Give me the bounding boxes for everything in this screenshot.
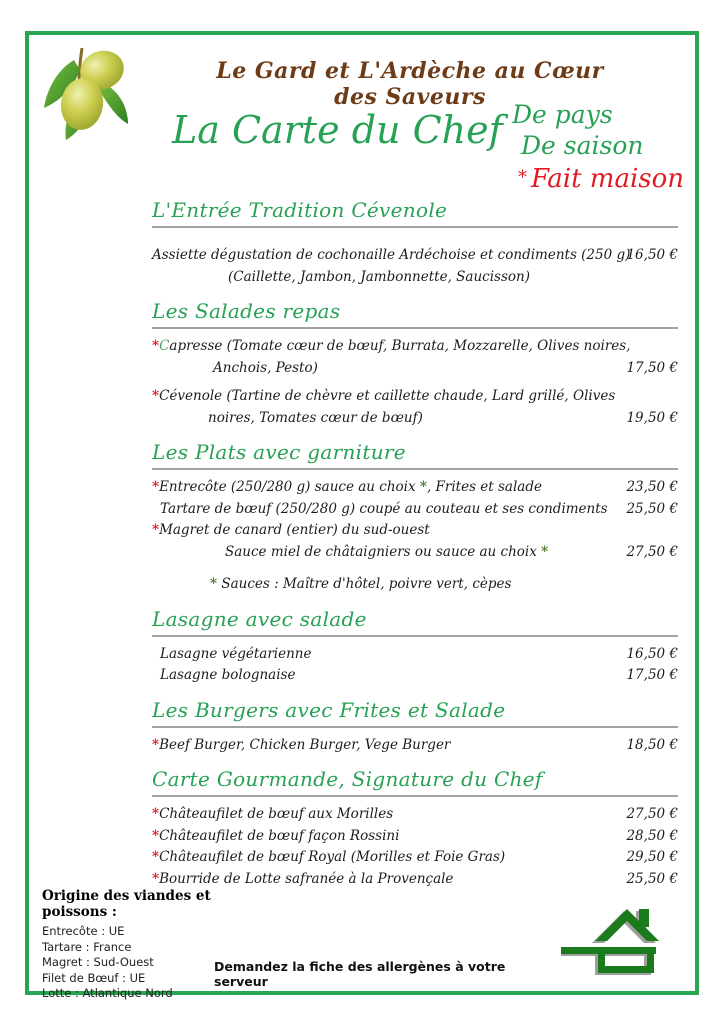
fait-maison-asterisk-icon: * <box>152 849 160 865</box>
menu-item-line <box>152 386 678 408</box>
tagline-de-saison: De saison <box>521 131 644 160</box>
menu-item-line <box>152 574 678 596</box>
section-items <box>152 637 678 698</box>
item-price: 16,50 € <box>626 247 678 263</box>
item-price: 23,50 € <box>626 479 678 495</box>
item-price: 17,50 € <box>626 359 678 376</box>
menu-item-text: Anchois, Pesto) <box>213 359 318 376</box>
house-base-bar <box>561 947 656 954</box>
origin-line: Magret : Sud-Ouest <box>42 955 154 969</box>
menu-item <box>152 644 678 687</box>
menu-item-text: Sauces : Maître d'hôtel, poivre vert, cèpes <box>217 576 512 592</box>
menu-item-text: noires, Tomates cœur de bœuf) <box>208 409 423 426</box>
menu-item <box>152 804 678 890</box>
tagline-fait-maison <box>518 164 684 194</box>
menu-item-text: Châteaufilet de bœuf Royal (Morilles et Foie Gras) <box>159 849 506 865</box>
fait-maison-asterisk-icon: * <box>152 338 160 354</box>
sauce-asterisk-icon: * <box>541 543 549 560</box>
red-asterisk-icon: * <box>518 167 527 188</box>
house-chimney <box>639 909 649 927</box>
menu-item-line <box>152 477 678 499</box>
fait-maison-asterisk-icon: * <box>152 388 160 404</box>
menu-item-line <box>152 735 678 757</box>
origins-block <box>42 888 242 1002</box>
menu-item <box>152 386 678 429</box>
section-items <box>152 470 678 607</box>
menu-section <box>152 607 678 698</box>
item-price: 29,50 € <box>626 849 678 865</box>
menu-item-text: Bourride de Lotte safranée à la Provençale <box>159 870 454 887</box>
menu-item <box>152 245 678 288</box>
menu-item <box>152 336 678 379</box>
menu-item-text: Lasagne végétarienne <box>160 645 312 662</box>
menu-item-line <box>152 665 678 687</box>
section-title: Les Plats avec garniture <box>152 440 678 470</box>
section-title: Les Salades repas <box>152 299 678 329</box>
menu-item-text: Sauce miel de châtaigniers ou sauce au choix <box>225 543 542 560</box>
item-price: 25,50 € <box>626 870 678 887</box>
section-title: Carte Gourmande, Signature du Chef <box>152 767 678 797</box>
menu-item-line <box>152 847 678 869</box>
fait-maison-asterisk-icon: * <box>152 479 160 495</box>
menu-item-text: Entrecôte (250/280 g) sauce au choix <box>159 479 420 495</box>
item-price: 28,50 € <box>626 827 678 844</box>
menu-section <box>152 440 678 607</box>
section-items <box>152 329 678 440</box>
section-items <box>152 797 678 901</box>
menu-item-text: , Frites et salade <box>426 479 542 495</box>
menu-item-text: Beef Burger, Chicken Burger, Vege Burger <box>159 736 451 753</box>
menu-item-line <box>152 542 678 564</box>
menu-item-line <box>152 644 678 666</box>
menu-item-line <box>152 499 678 521</box>
tagline-fait-maison-label: Fait maison <box>531 164 685 194</box>
menu-item <box>152 735 678 757</box>
menu-item-text: Magret de canard (entier) du sud-ouest <box>159 522 430 538</box>
sauce-asterisk-icon: * <box>210 576 218 592</box>
house-logo <box>561 901 665 981</box>
item-price: 17,50 € <box>626 667 678 683</box>
item-price: 18,50 € <box>626 736 678 753</box>
menu-item-text: Tartare de bœuf (250/280 g) coupé au couteau et ses condiments <box>160 500 608 517</box>
menu-item-line <box>152 408 678 430</box>
menu-item-line <box>152 336 678 358</box>
section-title: Lasagne avec salade <box>152 607 678 637</box>
menu-item-text: Assiette dégustation de cochonaille Ardéchoise et condiments (250 g) <box>152 247 631 263</box>
fait-maison-asterisk-icon: * <box>152 827 160 844</box>
page-title: La Carte du Chef <box>172 108 503 152</box>
origin-line: Tartare : France <box>42 939 132 954</box>
menu-item-text: (Caillette, Jambon, Jambonnette, Saucisson) <box>228 268 530 285</box>
menu-section <box>152 767 678 901</box>
item-price: 19,50 € <box>626 409 678 426</box>
item-price: 16,50 € <box>626 645 678 662</box>
menu-item-line <box>152 520 678 542</box>
menu-section <box>152 299 678 440</box>
menu-item-line <box>152 826 678 848</box>
menu-item <box>152 477 678 563</box>
origins-list <box>42 924 242 1002</box>
menu-section <box>152 198 678 299</box>
menu-item-line <box>152 869 678 891</box>
menu-item-text: C <box>159 338 170 354</box>
menu-item-text: Cévenole (Tartine de chèvre et caillette chaude, Lard grillé, Olives <box>159 388 616 404</box>
origins-title: Origine des viandes et poissons : <box>42 888 211 920</box>
section-title: Les Burgers avec Frites et Salade <box>152 698 678 728</box>
item-price: 27,50 € <box>626 806 678 822</box>
section-items <box>152 228 678 299</box>
item-price: 25,50 € <box>626 500 678 517</box>
menu-item-text: apresse (Tomate cœur de bœuf, Burrata, Mozzarelle, Olives noires, <box>169 338 631 354</box>
olive-branch-image <box>40 42 140 147</box>
allergen-notice: Demandez la fiche des allergènes à votre serveur <box>214 959 506 989</box>
menu-item-line <box>152 245 678 267</box>
section-items <box>152 728 678 768</box>
menu-item-line <box>152 267 678 289</box>
menu-body <box>152 198 678 901</box>
menu-item-text: Lasagne bolognaise <box>160 667 296 683</box>
origin-line: Entrecôte : UE <box>42 924 125 938</box>
item-price: 27,50 € <box>626 543 678 560</box>
fait-maison-asterisk-icon: * <box>152 522 160 538</box>
fait-maison-asterisk-icon: * <box>152 736 160 753</box>
brand-line: Le Gard et L'Ardèche au Cœur des Saveurs <box>216 58 604 110</box>
menu-item-text: Châteaufilet de bœuf façon Rossini <box>159 827 400 844</box>
menu-item-line <box>152 358 678 380</box>
menu-item-line <box>152 804 678 826</box>
fait-maison-asterisk-icon: * <box>152 870 160 887</box>
fait-maison-asterisk-icon: * <box>152 806 160 822</box>
origin-line: Filet de Bœuf : UE <box>42 970 146 985</box>
menu-item-text: Châteaufilet de bœuf aux Morilles <box>159 806 394 822</box>
sauce-asterisk-icon: * <box>419 479 427 495</box>
section-title: L'Entrée Tradition Cévenole <box>152 198 678 228</box>
menu-section <box>152 698 678 768</box>
tagline-de-pays: De pays <box>512 100 613 129</box>
sauces-note <box>152 574 678 596</box>
origin-line: Lotte : Atlantique Nord <box>42 986 173 1000</box>
